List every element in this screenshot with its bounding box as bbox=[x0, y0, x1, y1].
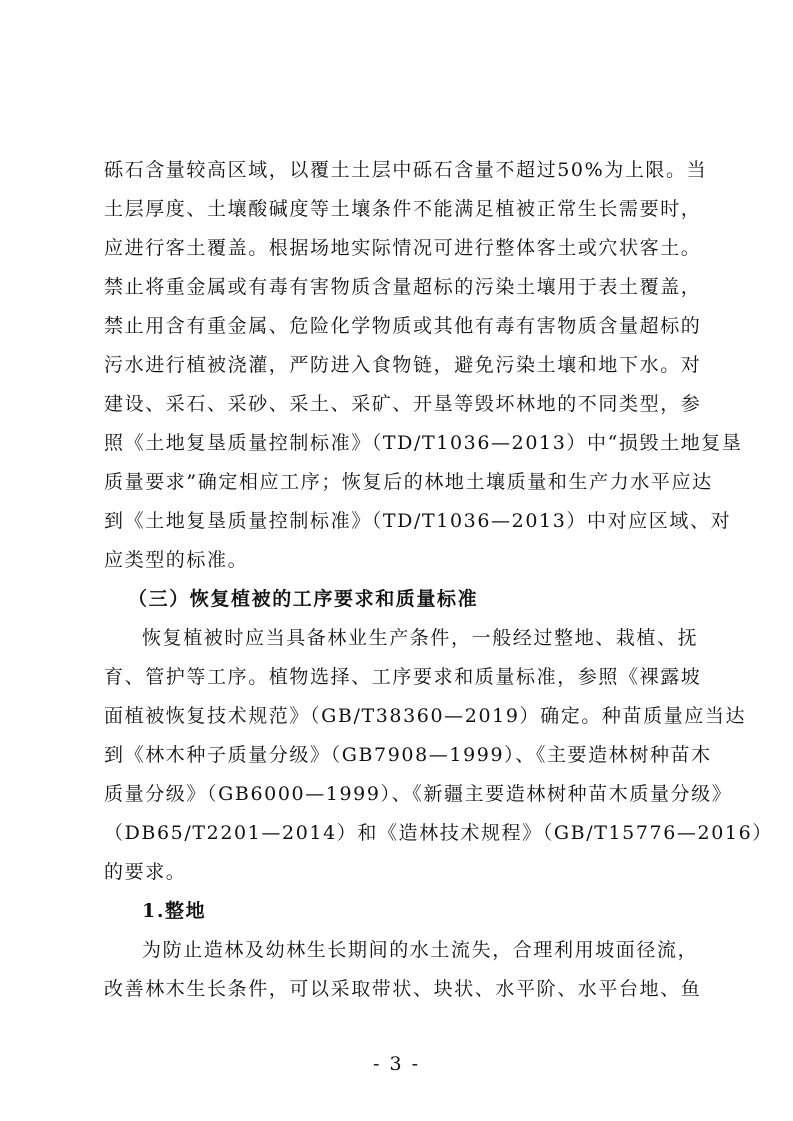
section-heading: （三）恢复植被的工序要求和质量标准 bbox=[128, 588, 479, 610]
text-line: 质量要求”确定相应工序；恢复后的林地土壤质量和生产力水平应达 bbox=[104, 471, 713, 493]
text-line: 照《土地复垦质量控制标准》（TD/T1036—2013）中“损毁土地复垦 bbox=[104, 432, 743, 454]
text-line: 到《土地复垦质量控制标准》（TD/T1036—2013）中对应区域、对 bbox=[104, 510, 732, 532]
text-line: 到《林木种子质量分级》（GB7908—1999）、《主要造林树种苗木 bbox=[104, 744, 712, 766]
page-number: - 3 - bbox=[372, 1053, 420, 1075]
text-line: 砾石含量较高区域，以覆土土层中砾石含量不超过50%为上限。当 bbox=[104, 159, 708, 181]
text-line: 应进行客土覆盖。根据场地实际情况可进行整体客土或穴状客土。 bbox=[104, 237, 702, 259]
text-line: 的要求。 bbox=[104, 861, 187, 883]
text-line: 土层厚度、土壤酸碱度等土壤条件不能满足植被正常生长需要时， bbox=[104, 198, 702, 220]
text-line: 质量分级》（GB6000—1999）、《新疆主要造林树种苗木质量分级》 bbox=[104, 783, 733, 805]
text-line: 禁止将重金属或有毒有害物质含量超标的污染土壤用于表土覆盖， bbox=[104, 276, 702, 298]
text-line: 建设、采石、采砂、采土、采矿、开垦等毁坏林地的不同类型，参 bbox=[104, 393, 702, 415]
text-line: 禁止用含有重金属、危险化学物质或其他有毒有害物质含量超标的 bbox=[104, 315, 702, 337]
text-line: 面植被恢复技术规范》（GB/T38360—2019）确定。种苗质量应当达 bbox=[104, 705, 747, 727]
text-line: 应类型的标准。 bbox=[104, 549, 249, 571]
text-line: 育、管护等工序。植物选择、工序要求和质量标准，参照《裸露坡 bbox=[104, 666, 702, 688]
text-line: 改善林木生长条件，可以采取带状、块状、水平阶、水平台地、鱼 bbox=[104, 978, 702, 1000]
text-line: 为防止造林及幼林生长期间的水土流失，合理利用坡面径流， bbox=[142, 939, 699, 961]
text-line: （DB65/T2201—2014）和《造林技术规程》（GB/T15776—2016） bbox=[104, 822, 773, 844]
text-line: 恢复植被时应当具备林业生产条件，一般经过整地、栽植、抚 bbox=[142, 627, 699, 649]
text-line: 污水进行植被浇灌，严防进入食物链，避免污染土壤和地下水。对 bbox=[104, 354, 702, 376]
subsection-heading: 1.整地 bbox=[142, 900, 207, 922]
